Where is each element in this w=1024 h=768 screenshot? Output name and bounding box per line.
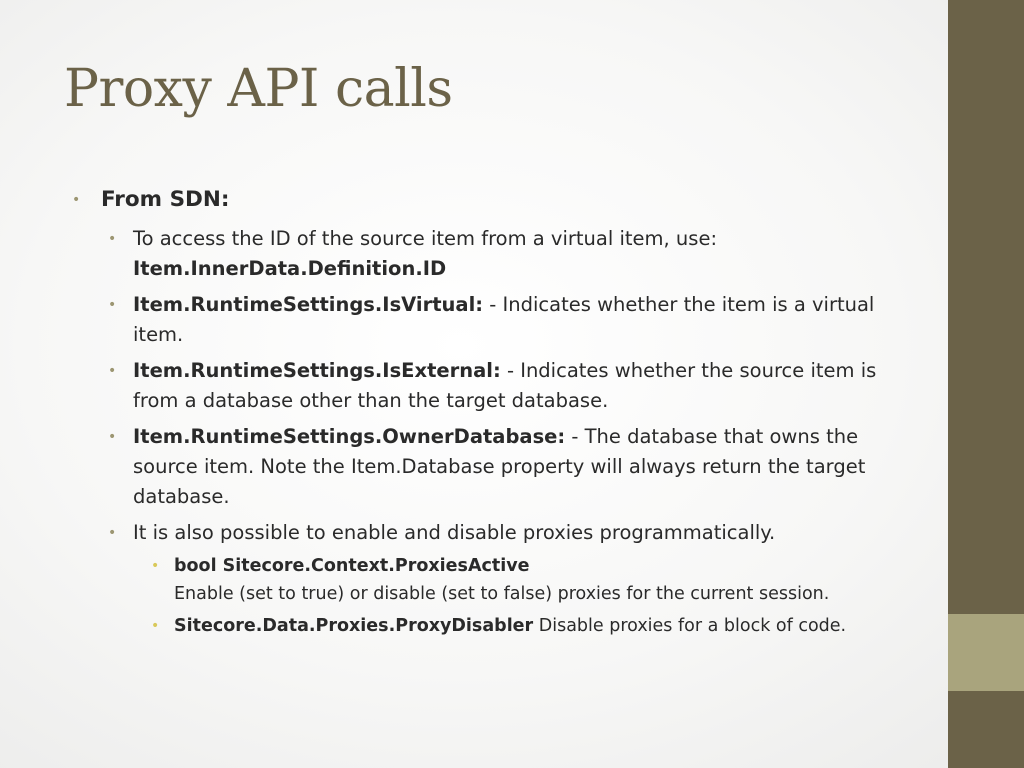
bullet-is-external: [72, 356, 912, 416]
bullet-text: Enable (set to true) or disable (set to false) proxies for the current session.: [174, 583, 830, 604]
bullet-text: - The database that owns the source item. Note the Item.Database property will always return the target database.: [133, 425, 866, 508]
slide-title: Proxy API calls: [64, 59, 453, 119]
bullet-text: It is also possible to enable and disable proxies programmatically.: [133, 521, 776, 544]
slide-content: [72, 182, 912, 641]
bullet-is-virtual: [72, 290, 912, 350]
subbullet-proxy-disabler: [72, 613, 912, 641]
code-is-virtual: Item.RuntimeSettings.IsVirtual:: [133, 293, 484, 316]
bullet-dot-icon: •: [108, 231, 117, 247]
bullet-enable-disable: [72, 518, 912, 548]
bullet-dot-icon: •: [151, 558, 160, 574]
bullet-text: To access the ID of the source item from a virtual item, use:: [133, 227, 718, 250]
bullet-dot-icon: •: [108, 429, 117, 445]
bullet-dot-icon: •: [108, 363, 117, 379]
bullet-dot-icon: •: [151, 618, 160, 634]
bullet-dot-icon: •: [108, 525, 117, 541]
code-proxies-active: bool Sitecore.Context.ProxiesActive: [174, 556, 530, 576]
bullet-text: - Indicates whether the source item is from a database other than the target database.: [133, 359, 877, 412]
bullet-access-id: [72, 224, 912, 284]
subbullet-proxies-active: [72, 553, 912, 608]
code-proxy-disabler: Sitecore.Data.Proxies.ProxyDisabler: [174, 616, 534, 636]
bullet-text: - Indicates whether the item is a virtual item.: [133, 293, 875, 346]
code-inner-data-id: Item.InnerData.Definition.ID: [133, 257, 447, 280]
bullet-text: Disable proxies for a block of code.: [533, 616, 847, 636]
bullet-dot-icon: •: [72, 192, 81, 208]
bullet-owner-database: [72, 422, 912, 512]
sidebar-accent-block: [948, 614, 1024, 691]
code-is-external: Item.RuntimeSettings.IsExternal:: [133, 359, 501, 382]
bullet-text: From SDN:: [101, 187, 230, 212]
code-owner-database: Item.RuntimeSettings.OwnerDatabase:: [133, 425, 566, 448]
bullet-dot-icon: •: [108, 297, 117, 313]
bullet-from-sdn: [72, 182, 912, 218]
